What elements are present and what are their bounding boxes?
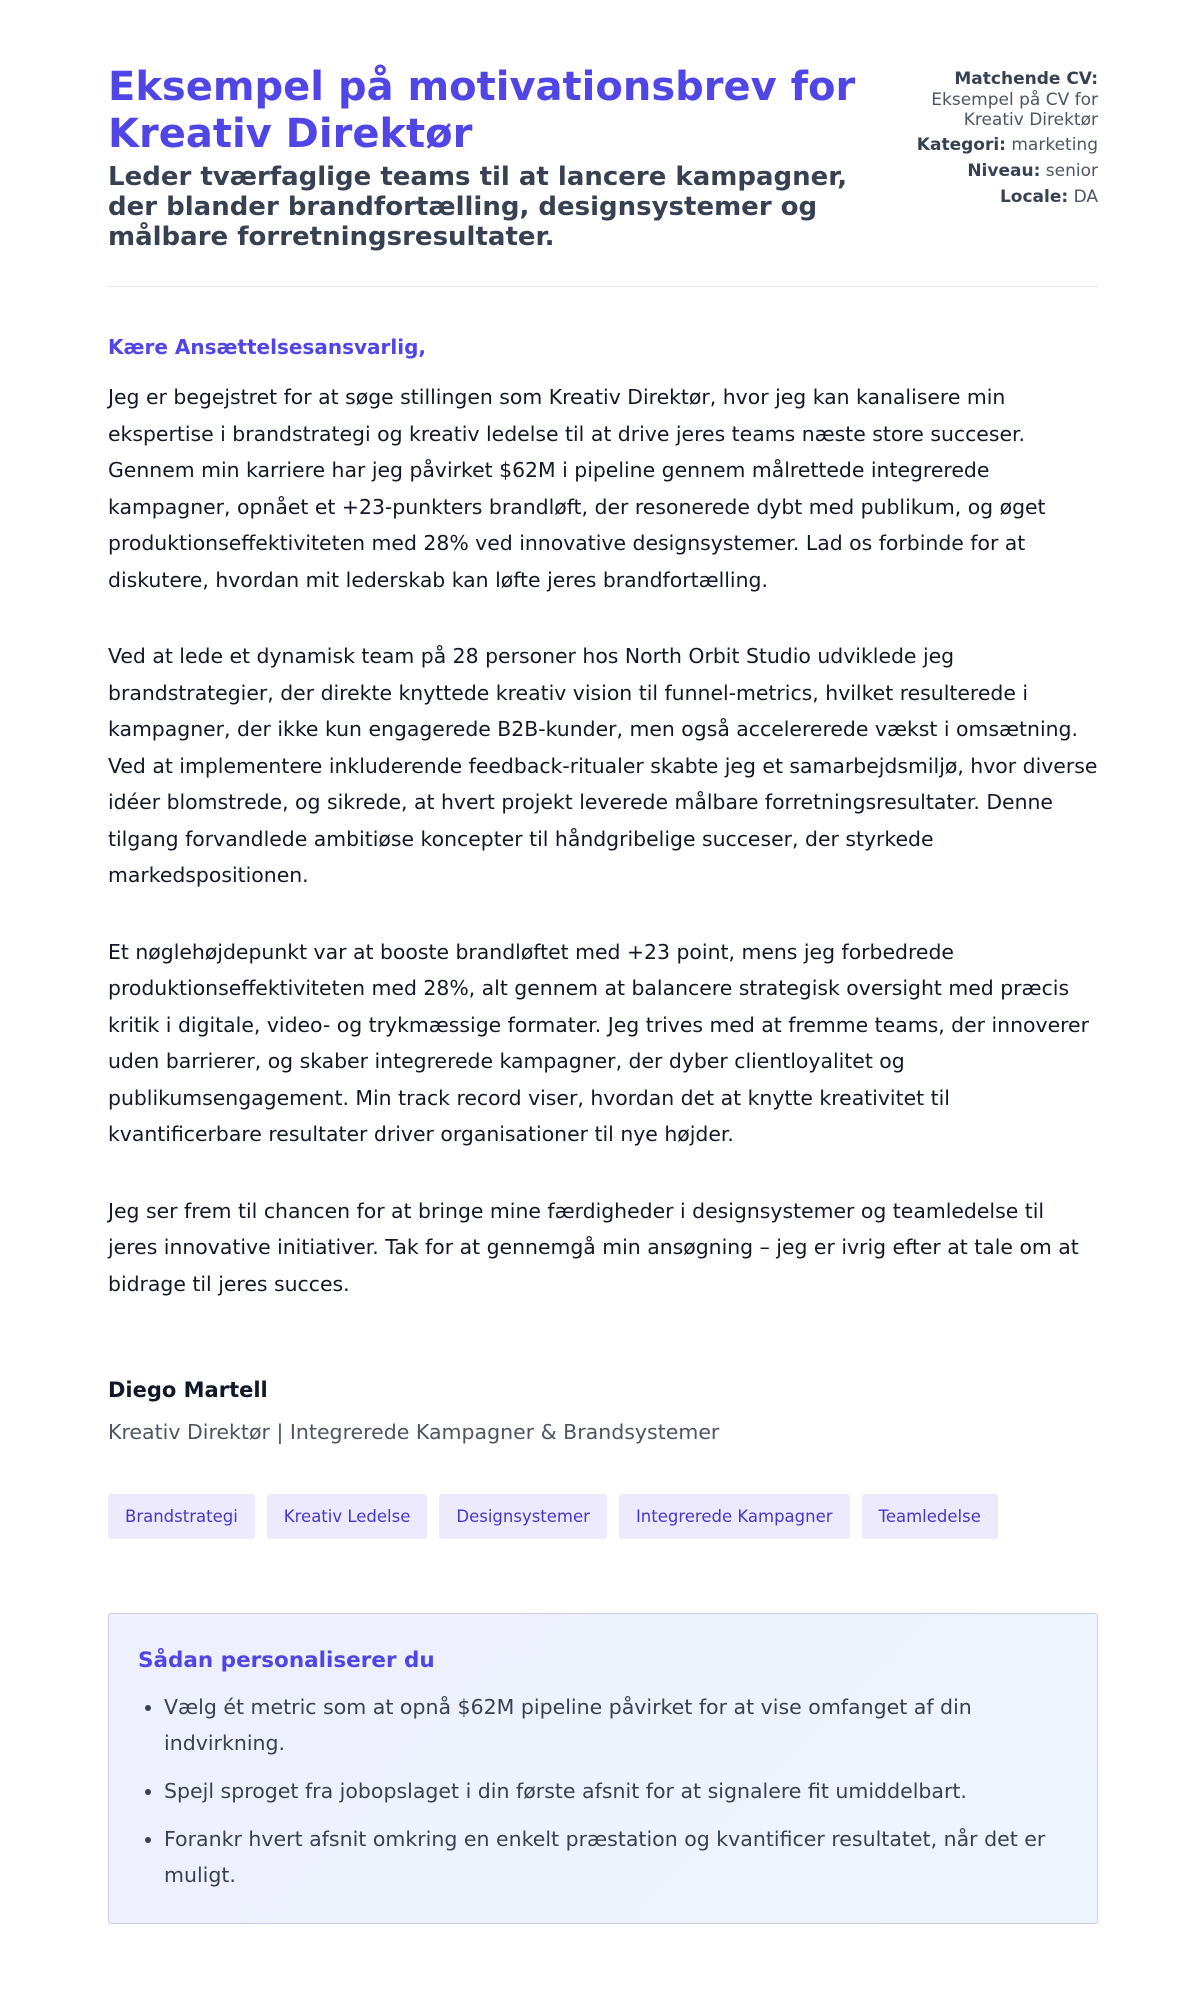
skill-tag: Integrerede Kampagner xyxy=(619,1494,850,1539)
meta-cv-value: Eksempel på CV for Kreativ Direktør xyxy=(931,90,1098,130)
tips-title: Sådan personaliserer du xyxy=(138,1648,435,1673)
meta-panel xyxy=(868,64,1098,212)
skill-tag: Designsystemer xyxy=(439,1494,607,1539)
skill-tag: Brandstrategi xyxy=(108,1494,255,1539)
salutation: Kære Ansættelsesansvarlig, xyxy=(108,335,426,359)
skill-tag: Kreativ Ledelse xyxy=(267,1494,428,1539)
meta-cv-label: Matchende CV: xyxy=(954,69,1098,89)
cover-letter-page xyxy=(108,64,1098,1924)
signature-name: Diego Martell xyxy=(108,1378,268,1402)
letter-paragraph-4: Jeg ser frem til chancen for at bringe mine færdigheder i designsystemer og teamledelse til jeres innovative initiativer. Tak for at gennemgå min ansøgning – jeg er ivrig efter at tale om at bidrage til jeres succes. xyxy=(108,1198,1079,1296)
meta-level xyxy=(868,160,1098,182)
meta-level-label: Niveau: xyxy=(967,161,1041,181)
letter-paragraph-2: Ved at lede et dynamisk team på 28 personer hos North Orbit Studio udviklede jeg brandstrategier, der direkte knyttede kreativ vision til funnel-metrics, hvilket resulterede i kampagner, der ikke kun engagerede B2B-kunder, men også accelererede vækst i omsætning. Ved at implementere inkluderende feedback-ritualer skabte jeg et samarbejdsmiljø, hvor diverse idéer blomstrede, og sikrede, at hvert projekt leverede målbare forretningsresultater. Denne tilgang forvandlede ambitiøse koncepter til håndgribelige succeser, der styrkede markedspositionen. xyxy=(108,644,1098,887)
meta-locale-label: Locale: xyxy=(999,187,1069,207)
tip-item: • Forankr hvert afsnit omkring en enkelt præstation og kvantificer resultatet, når det er muligt. xyxy=(164,1821,1069,1893)
meta-level-value: senior xyxy=(1045,161,1098,181)
page-title: Eksempel på motivationsbrev for Kreativ Direktør xyxy=(108,64,856,157)
meta-cv xyxy=(868,68,1098,130)
header xyxy=(108,64,1098,252)
tips-list xyxy=(138,1689,1069,1893)
meta-category xyxy=(868,134,1098,156)
header-left xyxy=(108,64,868,252)
page-subtitle: Leder tværfaglige teams til at lancere kampagner, der blander brandfortælling, designsystemer og målbare forretningsresultater. xyxy=(108,162,848,252)
skill-tags xyxy=(108,1494,1098,1539)
meta-category-label: Kategori: xyxy=(916,135,1006,155)
meta-category-value: marketing xyxy=(1011,135,1098,155)
tip-item: • Vælg ét metric som at opnå $62M pipeline påvirket for at vise omfanget af din indvirkning. xyxy=(164,1689,1069,1761)
letter-paragraph-3: Et nøglehøjdepunkt var at booste brandløftet med +23 point, mens jeg forbedrede produktionseffektiviteten med 28%, alt gennem at balancere strategisk oversight med præcis kritik i digitale, video- og trykmæssige formater. Jeg trives med at fremme teams, der innoverer uden barrierer, og skaber integrerede kampagner, der dyber clientloyalitet og publikumsengagement. Min track record viser, hvordan det at knytte kreativitet til kvantificerbare resultater driver organisationer til nye højder. xyxy=(108,939,1089,1146)
meta-locale xyxy=(868,186,1098,208)
skill-tag: Teamledelse xyxy=(862,1494,998,1539)
personalization-tips xyxy=(108,1613,1098,1924)
tip-item: • Spejl sproget fra jobopslaget i din første afsnit for at signalere fit umiddelbart. xyxy=(164,1773,1069,1809)
signature-title: Kreativ Direktør | Integrerede Kampagner & Brandsystemer xyxy=(108,1420,720,1444)
header-divider xyxy=(108,286,1098,287)
letter-paragraph-1: Jeg er begejstret for at søge stillingen som Kreativ Direktør, hvor jeg kan kanalisere min ekspertise i brandstrategi og kreativ ledelse til at drive jeres teams næste store succeser. Gennem min karriere har jeg påvirket $62M i pipeline gennem målrettede integrerede kampagner, opnået et +23-punkters brandløft, der resonerede dybt med publikum, og øget produktionseffektiviteten med 28% ved innovative designsystemer. Lad os forbinde for at diskutere, hvordan mit lederskab kan løfte jeres brandfortælling. xyxy=(108,385,1046,592)
meta-locale-value: DA xyxy=(1073,187,1098,207)
